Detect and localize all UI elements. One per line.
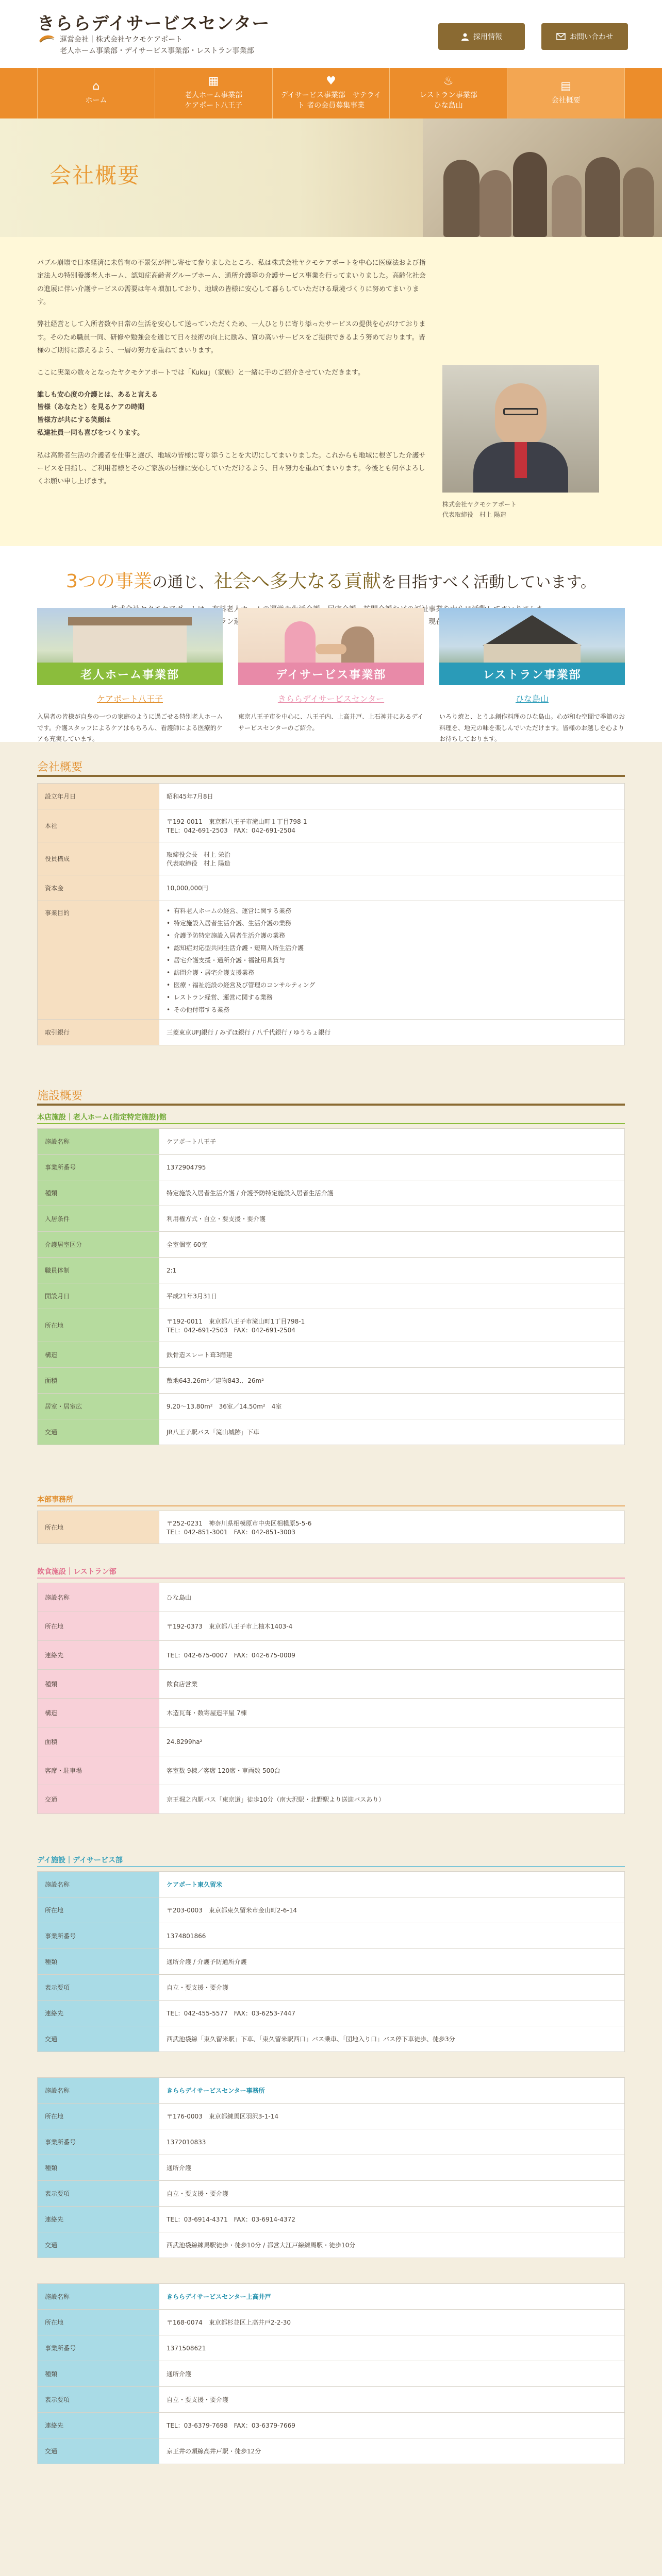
table-key: 事業所番号 [38,2129,159,2155]
day-facility-table [37,2077,625,2258]
restaurant-label: 飲食施設｜レストラン部 [37,1568,117,1576]
table-row [38,1872,625,1897]
table-value [159,809,625,842]
greeting-paragraph: 私は高齢者生活の介護者を仕事と選び、地域の皆様に寄り添うことを大切にしてまいりました。これからも地域に根ざした介護サービスを目指し、ご利用者様とそのご家族の皆様に安心していただけるよう、日々努力を重ねてまいります。今後とも何卒よろしくお願い申し上げます。 [37,451,426,486]
day-facility-table [37,2283,625,2464]
list-item: • 居宅介護支援・通所介護・福祉用具貸与 [167,954,617,967]
table-key: 種類 [38,1949,159,1975]
table-key: 施設名称 [38,2078,159,2104]
operator-line-1: 運営会社｜株式会社ヤクモケアポート [60,36,183,44]
hero-photo [423,118,662,237]
leaf-icon [38,33,56,43]
table-row [38,1670,625,1699]
business-card-day-service [238,608,424,737]
table-row [38,1258,625,1283]
table-value: 三菱東京UFJ銀行 / みずほ銀行 / 八千代銀行 / ゆうちょ銀行 [159,1020,625,1045]
table-row [38,1511,625,1544]
table-key: 交通 [38,1785,159,1814]
table-row [38,2310,625,2335]
table-value: 平成21年3月31日 [159,1283,625,1309]
business-photo [439,608,625,685]
value-line: 代表取締役 村上 陽造 [167,859,230,867]
table-value: 昭和45年7月8日 [159,784,625,809]
table-key: 連絡先 [38,2207,159,2232]
table-row [38,2129,625,2155]
company-overview-table [37,783,625,1045]
page-title: 会社概要 [49,163,141,188]
table-row [38,2026,625,2052]
table-value: ひな島山 [159,1583,625,1612]
table-value: 利用権方式・自立・要支援・要介護 [159,1206,625,1232]
table-value: 通所介護 [159,2155,625,2181]
business-link[interactable]: ケアポート八王子 [96,694,163,704]
table-row [38,2207,625,2232]
table-value: 飲食店営業 [159,1670,625,1699]
table-value: 9.20〜13.80m² 36室／14.50m² 4室 [159,1394,625,1419]
greeting-paragraph: ここに実業の数々となったヤクモケアポートでは「Kuku」（家族）と一緒に手のご紹介させていただきます。 [37,369,365,377]
contact-button[interactable] [541,23,628,50]
table-key: 施設名称 [38,1872,159,1897]
table-value: 〒192-0373 東京都八王子市上柚木1403-4 [159,1612,625,1641]
portrait-caption-name: 代表取締役 村上 陽造 [442,511,506,518]
contact-button-label: お問い合わせ [570,33,613,41]
recruit-button[interactable] [438,23,525,50]
table-key: 施設名称 [38,1583,159,1612]
table-key: 種類 [38,2361,159,2387]
table-value: ケアポート八王子 [159,1129,625,1155]
table-value: 敷地643.26m²／建物843.．26m² [159,1368,625,1394]
president-portrait [442,365,599,493]
table-key: 連絡先 [38,2413,159,2438]
table-key: 居室・居室広 [38,1394,159,1419]
table-key: 所在地 [38,1511,159,1544]
greeting-emphasis: 皆様（あなたと）を見るケアの時期 [37,403,145,412]
table-row [38,2387,625,2413]
sub-divider [37,1578,625,1579]
portrait-caption-company: 株式会社ヤクモケアポート [442,501,517,508]
table-value: 〒168-0074 東京都杉並区上高井戸2-2-30 [159,2310,625,2335]
table-row [38,2001,625,2026]
table-value: JR八王子駅バス「滝山城跡」下車 [159,1419,625,1445]
table-row [38,1155,625,1180]
list-item: • 介護予防特定施設入居者生活介護の業務 [167,929,617,942]
list-item: • 訪問介護・居宅介護支援業務 [167,967,617,979]
table-row [38,1923,625,1949]
value-line: TEL：042-691-2503 FAX：042-691-2504 [167,826,295,834]
mission-heading-part: を目指すべく活動しています。 [380,573,596,591]
table-key: 連絡先 [38,2001,159,2026]
table-row [38,901,625,1020]
table-value: 自立・要支援・要介護 [159,1975,625,2001]
table-key: 種類 [38,1670,159,1699]
sub-divider [37,1866,625,1867]
table-key: 所在地 [38,1897,159,1923]
table-row [38,1129,625,1155]
table-row [38,875,625,901]
business-band: レストラン事業部 [439,663,625,685]
operator-line-2: 老人ホーム事業部・デイサービス事業部・レストラン事業部 [60,47,254,55]
nav-item-restaurant[interactable] [390,68,507,118]
table-key: 交通 [38,2438,159,2464]
table-row [38,1283,625,1309]
greeting-paragraph: バブル崩壊で日本経済に未曾有の不景気が押し寄せて参りましたところ、私は株式会社ヤクモケアポートを中心に医療法および指定法人の特別養護老人ホーム、認知症高齢者グループホーム、通所介護等の介護サービス事業を行ってまいりました。高齢化社会の進展に伴い介護サービスの需要は年々増加しており、地域の皆様に安心して暮らしていただける環境づくりに努めてまいります。 [37,259,426,307]
day-service-label: デイ施設｜デイサービス部 [37,1856,123,1865]
table-value [159,1309,625,1342]
sub-divider [37,1505,625,1506]
business-purpose-list [167,905,617,1016]
table-value: 西武池袋線「東久留米駅」下車、「東久留米駅西口」バス乗車、「団地入り口」バス停下車徒歩、徒歩3分 [159,2026,625,2052]
business-band: 老人ホーム事業部 [37,663,223,685]
heart-icon: ♥ [326,74,336,88]
value-line: 取締役会長 村上 栄治 [167,851,230,858]
table-row [38,1975,625,2001]
table-key: 所在地 [38,2310,159,2335]
list-item: • 医療・福祉施設の経営及び管理のコンサルティング [167,979,617,991]
table-row [38,2438,625,2464]
table-row [38,1785,625,1814]
table-value: 1372010833 [159,2129,625,2155]
table-row [38,1949,625,1975]
table-value [159,842,625,875]
table-key: 施設名称 [38,1129,159,1155]
main-facility-table [37,1128,625,1445]
company-overview-heading: 会社概要 [37,761,83,774]
table-value: 鉄骨造スレート葺3階建 [159,1342,625,1368]
table-value: 通所介護 / 介護予防通所介護 [159,1949,625,1975]
table-key: 事業所番号 [38,1923,159,1949]
value-line: TEL：042-851-3001 FAX：042-851-3003 [167,1528,295,1536]
table-row [38,1583,625,1612]
table-key: 種類 [38,1180,159,1206]
table-key: 面積 [38,1368,159,1394]
value-line: 〒192-0011 東京都八王子市滝山町1丁目798-1 [167,1317,305,1325]
business-card-nursing-home [37,608,223,743]
greeting-emphasis: 私達社員一同も喜びをつくります。 [37,429,144,437]
business-photo [37,608,223,685]
business-link[interactable]: ひな島山 [515,694,549,704]
list-item: • その他付帯する業務 [167,1004,617,1016]
table-value: 自立・要支援・要介護 [159,2181,625,2207]
site-header [0,0,662,68]
table-value: 〒176-0003 東京都練馬区羽沢3-1-14 [159,2104,625,2129]
table-row [38,2413,625,2438]
nav-sublabel: ひな島山 [434,101,463,110]
table-key: 構造 [38,1342,159,1368]
table-row [38,1342,625,1368]
list-item: • 認知症対応型共同生活介護・短期入所生活介護 [167,942,617,954]
table-key: 表示要項 [38,2387,159,2413]
list-item: • 有料老人ホームの経営、運営に関する業務 [167,905,617,917]
table-value: 京王井の頭線高井戸駅・徒歩12分 [159,2438,625,2464]
facility-overview-heading: 施設概要 [37,1090,83,1103]
list-item: • 特定施設入居者生活介護、生活介護の業務 [167,917,617,929]
person-icon [461,32,469,41]
business-description: いろり焼と、とうふ創作料理のひな島山。心が和む空間で季節のお料理を、地元の味を楽しんでいただけます。皆様のお越しを心よりお待ちしております。 [439,713,625,743]
nav-label: ホーム [85,96,107,105]
table-row [38,1206,625,1232]
table-row [38,1368,625,1394]
restaurant-icon: ♨ [443,74,454,88]
nav-sublabel: ケアポート八王子 [185,101,243,110]
table-value: 10,000,000円 [159,875,625,901]
table-key: 交通 [38,1419,159,1445]
table-key: 入居条件 [38,1206,159,1232]
section-divider [37,1104,625,1106]
table-value: TEL：03-6379-7698 FAX：03-6379-7669 [159,2413,625,2438]
hero-banner [0,118,662,237]
table-key: 開設月日 [38,1283,159,1309]
table-value: TEL：03-6914-4371 FAX：03-6914-4372 [159,2207,625,2232]
nav-item-nursing-home[interactable] [155,68,273,118]
table-value: 客室数 9棟／客席 120席・車両数 500台 [159,1756,625,1785]
table-value: 特定施設入居者生活介護 / 介護予防特定施設入居者生活介護 [159,1180,625,1206]
table-key: 連絡先 [38,1641,159,1670]
nav-item-day-service[interactable] [273,68,390,118]
list-item: • レストラン経営、運営に関する業務 [167,991,617,1004]
business-card-restaurant [439,608,625,743]
table-key: 事業所番号 [38,1155,159,1180]
table-value: 全室個室 60室 [159,1232,625,1258]
table-value: 自立・要支援・要介護 [159,2387,625,2413]
main-facility-label: 本店施設｜老人ホーム(指定特定施設)館 [37,1113,167,1122]
business-description: 入居者の皆様が自身の一つの家庭のように過ごせる特別老人ホームです。介護スタッフによるケアはもちろん、看護師による医療的ケアも充実しています。 [37,713,223,743]
nav-sublabel: ト 者の会員募集事業 [297,101,365,110]
table-key: 表示要項 [38,2181,159,2207]
greeting-emphasis: 皆様方が共にする笑顔は [37,416,111,425]
nav-item-company[interactable] [507,68,625,118]
table-row [38,2232,625,2258]
table-key: 取引銀行 [38,1020,159,1045]
office-label: 本部事務所 [37,1496,73,1504]
table-row [38,842,625,875]
table-key: 介護居室区分 [38,1232,159,1258]
table-key: 種類 [38,2155,159,2181]
table-row [38,2284,625,2310]
table-row [38,1394,625,1419]
table-row [38,809,625,842]
value-line: TEL：042-691-2503 FAX：042-691-2504 [167,1326,295,1334]
greeting-emphasis: 誰しも安心度の介護とは、あると言える [37,391,158,399]
table-row [38,1641,625,1670]
table-row [38,1897,625,1923]
nav-label: 老人ホーム事業部 [185,91,243,99]
nav-label: レストラン事業部 [419,91,477,99]
table-value: 〒203-0003 東京都東久留米市金山町2-6-14 [159,1897,625,1923]
table-row [38,1612,625,1641]
table-value[interactable]: ケアポート東久留米 [159,1872,625,1897]
table-value: TEL：042-455-5577 FAX：03-6253-7447 [159,2001,625,2026]
table-row [38,2335,625,2361]
table-value [159,901,625,1020]
main-nav [0,68,662,118]
table-key: 表示要項 [38,1975,159,2001]
table-value: 24.8299ha² [159,1727,625,1756]
table-row [38,1232,625,1258]
table-row [38,2361,625,2387]
table-key: 所在地 [38,2104,159,2129]
table-row [38,1756,625,1785]
table-key: 交通 [38,2232,159,2258]
table-key: 設立年月日 [38,784,159,809]
nav-item-home[interactable] [37,68,155,118]
table-key: 交通 [38,2026,159,2052]
business-description: 東京八王子市を中心に、八王子内、上高井戸、上石神井にあるデイサービスセンターのご紹介。 [238,713,424,732]
table-value[interactable]: きららデイサービスセンター上高井戸 [159,2284,625,2310]
recruit-button-label: 採用情報 [473,33,502,41]
table-value [159,1511,625,1544]
table-row [38,2078,625,2104]
table-key: 事業所番号 [38,2335,159,2361]
table-key: 構造 [38,1699,159,1727]
table-key: 施設名称 [38,2284,159,2310]
table-key: 客席・駐車場 [38,1756,159,1785]
table-key: 資本金 [38,875,159,901]
table-row [38,784,625,809]
business-band: デイサービス事業部 [238,663,424,685]
table-row [38,2155,625,2181]
nav-label: デイサービス事業部 サテライ [280,91,382,99]
table-value: 通所介護 [159,2361,625,2387]
mission-heading [0,567,662,593]
table-row [38,1727,625,1756]
business-photo [238,608,424,685]
house-icon: ⌂ [92,79,100,93]
business-link[interactable]: きららデイサービスセンター [277,694,385,704]
table-value: 木造瓦葺・数寄屋造平屋 7棟 [159,1699,625,1727]
day-facility-table [37,1871,625,2052]
table-row [38,1699,625,1727]
table-row [38,2181,625,2207]
table-key: 所在地 [38,1309,159,1342]
table-value: TEL：042-675-0007 FAX：042-675-0009 [159,1641,625,1670]
site-logo[interactable]: きららデイサービスセンター [37,13,270,34]
sub-divider [37,1123,625,1124]
table-key: 事業目的 [38,901,159,1020]
value-line: 〒252-0231 神奈川県相模原市中央区相模原5-5-6 [167,1519,312,1527]
document-icon: ▤ [560,79,571,93]
table-value: 西武池袋線練馬駅徒歩・徒歩10分 / 都営大江戸線練馬駅・徒歩10分 [159,2232,625,2258]
mission-heading-part: 社会へ多大なる貢献 [213,571,381,592]
table-key: 役員構成 [38,842,159,875]
table-row [38,1020,625,1045]
building-icon: ▦ [208,74,219,88]
greeting-section [0,237,662,546]
table-value: 京王堀之内駅バス「東京道」徒歩10分（南大沢駅・北野駅より送迎バスあり） [159,1785,625,1814]
greeting-paragraph: 弊社経営として入所者数や日常の生活を安心して送っていただくため、一人ひとりに寄り添ったサービスの提供を心がけております。そのため職員一同、研修や勉強会を通じて日々技術の向上に励み、質の高いサービスをご提供できるよう努めております。皆様のご期待に添えるよう、一層の努力を重ねてまいります。 [37,320,426,355]
table-key: 面積 [38,1727,159,1756]
table-value[interactable]: きららデイサービスセンター事務所 [159,2078,625,2104]
table-key: 職員体制 [38,1258,159,1283]
table-value: 2:1 [159,1258,625,1283]
table-value: 1372904795 [159,1155,625,1180]
mission-heading-part: 3つの事業 [66,571,152,592]
mission-heading-part: の通じ、 [152,573,214,591]
section-divider [37,775,625,777]
table-key: 所在地 [38,1612,159,1641]
table-row [38,2104,625,2129]
office-table [37,1511,625,1544]
table-row [38,1309,625,1342]
restaurant-table [37,1583,625,1814]
table-row [38,1180,625,1206]
table-key: 本社 [38,809,159,842]
table-row [38,1419,625,1445]
table-value: 1374801866 [159,1923,625,1949]
mail-icon [556,33,566,40]
nav-label: 会社概要 [551,96,581,105]
value-line: 〒192-0011 東京都八王子市滝山町１丁目798-1 [167,818,307,825]
table-value: 1371508621 [159,2335,625,2361]
